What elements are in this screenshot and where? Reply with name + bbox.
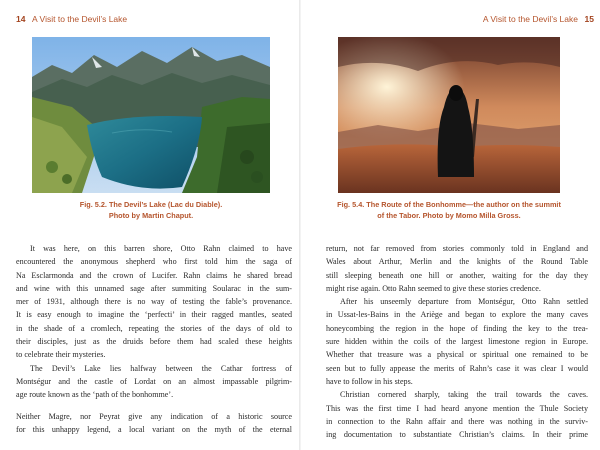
text-line: still sleeping beneath one hill or another, waiting for the day they	[326, 270, 588, 280]
right-body-text	[326, 242, 588, 441]
text-line: This was the first time I had heard anyone mention the Thule Society	[326, 403, 588, 413]
right-page-number: 15	[584, 14, 594, 24]
text-line: Neither Magre, nor Peyrat give any indication of a historic source	[16, 411, 292, 421]
text-line: have to follow in his steps.	[326, 376, 413, 386]
text-line: The Devil’s Lake lies halfway between the Cathar fortress of	[30, 363, 292, 373]
text-line: and wine with this unnamed sage after summiting Soularac in the sum-	[16, 283, 292, 293]
text-line: age route known as the ‘path of the bonhomme’.	[16, 390, 174, 400]
text-line: Christian cornered sharply, taking the trail towards the caves.	[340, 390, 588, 400]
caption-line: of the Tabor. Photo by Momo Milla Gross.	[377, 211, 521, 220]
caption-line: Fig. 5.2. The Devil’s Lake (Lac du Diable).	[79, 200, 223, 209]
text-line: for this unhappy legend, a local variant on the myth of the eternal	[16, 424, 292, 434]
bonhomme-summit-photo	[338, 37, 560, 193]
left-body-text	[16, 242, 292, 436]
text-line: After his unseemly departure from Montségur, Otto Rahn settled	[340, 297, 588, 307]
book-gutter	[299, 0, 301, 450]
text-line: encountered the anonymous shepherd who first told him the saga of	[16, 257, 292, 267]
hooded-figure-image	[338, 37, 560, 193]
devils-lake-photo	[32, 37, 270, 193]
text-line: sure hidden within the coils of the largest limestone region in Europe.	[326, 337, 588, 347]
text-line: It is easy enough to imagine the ‘perfecti’ in their ragged mantles, seated	[16, 310, 292, 320]
text-line: in connection to the Rahn affair and there was nothing in the surviv-	[326, 416, 588, 426]
caption-line: Photo by Martin Chaput.	[108, 211, 194, 220]
right-running-header	[326, 14, 594, 28]
right-running-title: A Visit to the Devil’s Lake	[482, 14, 578, 24]
caption-line: Fig. 5.4. The Route of the Bonhomme—the author on the summit	[337, 200, 561, 209]
text-line: Na Esclarmonda and the crown of Lucifer. Rahn claims he shared bread	[16, 270, 292, 280]
text-line: mer of 1931, although there is no way of testing the fable’s provenance.	[16, 297, 292, 307]
text-line: Whether that treasure was a physical or spiritual one remained to be	[326, 350, 588, 360]
left-page	[16, 0, 296, 450]
left-figure-caption	[32, 199, 270, 221]
right-page	[326, 0, 594, 450]
text-line: might rise again. Otto Rahn seemed to give these stories credence.	[326, 283, 541, 293]
text-line: return, not far removed from stories commonly told in England and	[326, 244, 588, 253]
text-line: in the shade of a cromlech, repeating the stories of the days of old to	[16, 323, 292, 333]
text-line: honeycombing the region in the hope of finding the key to the trea-	[326, 323, 588, 333]
text-line: It was here, on this barren shore, Otto Rahn claimed to have	[30, 244, 292, 253]
text-line: to celebrate their mysteries.	[16, 350, 106, 360]
left-running-title: A Visit to the Devil’s Lake	[32, 14, 128, 24]
text-line: Montségur and the castle of Lordat on an almost impassable pilgrim-	[16, 376, 292, 386]
right-figure-caption	[326, 199, 572, 221]
left-running-header	[16, 14, 296, 28]
lake-landscape-image	[32, 37, 270, 193]
left-page-number: 14	[16, 14, 26, 24]
text-line: seen but to fully appease the merits of Rahn’s case it was clear I would	[326, 363, 588, 373]
text-line: in Ussat-les-Bains in the Ariège and began to explore the many caves	[326, 310, 588, 320]
text-line: their disciples, just as the druids before them had scaled these heights	[16, 337, 292, 347]
text-line: Wales about Arthur, Merlin and the knights of the Round Table	[326, 257, 588, 267]
text-line: ing documentation to substantiate Christian’s claims. In their prime	[326, 430, 588, 440]
